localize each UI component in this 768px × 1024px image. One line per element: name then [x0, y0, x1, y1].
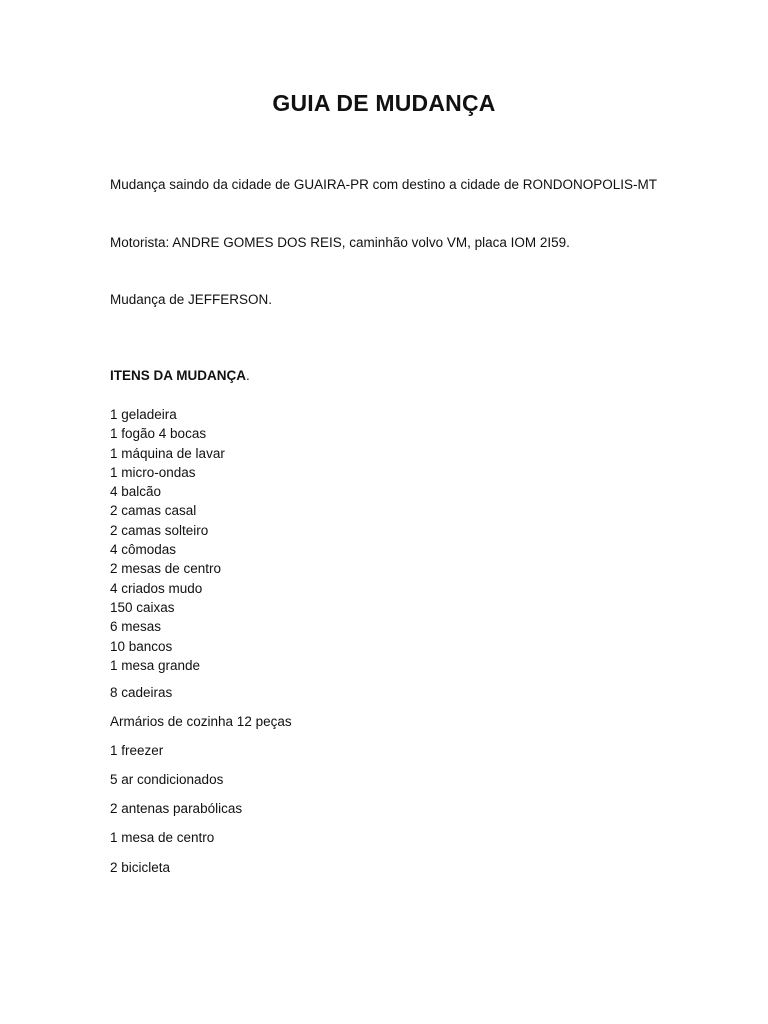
list-item: 1 mesa grande: [110, 657, 201, 673]
owner-paragraph: Mudança de JEFFERSON.: [110, 292, 273, 307]
list-item: 10 bancos: [110, 638, 173, 654]
list-item: 1 micro-ondas: [110, 464, 196, 480]
intro-paragraph: Mudança saindo da cidade de GUAIRA-PR com destino a cidade de RONDONOPOLIS-MT: [110, 177, 657, 192]
driver-paragraph: Motorista: ANDRE GOMES DOS REIS, caminhão volvo VM, placa IOM 2I59.: [110, 235, 570, 250]
list-item: Armários de cozinha 12 peças: [110, 714, 292, 730]
items-heading: [110, 366, 250, 386]
list-item: 6 mesas: [110, 619, 162, 635]
list-item: 8 cadeiras: [110, 685, 173, 700]
list-item: 4 cômodas: [110, 542, 177, 558]
list-item: 1 máquina de lavar: [110, 445, 225, 461]
items-heading-text: ITENS DA MUDANÇA: [110, 368, 246, 383]
items-list-spaced: [110, 683, 292, 887]
list-item: 1 mesa de centro: [110, 830, 215, 846]
list-item: 1 freezer: [110, 743, 164, 759]
list-item: 5 ar condicionados: [110, 772, 224, 788]
list-item: 2 mesas de centro: [110, 561, 222, 577]
list-item: 1 geladeira: [110, 407, 177, 422]
list-item: 2 camas solteiro: [110, 522, 209, 538]
list-item: 1 fogão 4 bocas: [110, 426, 207, 442]
items-heading-period: .: [246, 368, 250, 383]
list-item: 4 balcão: [110, 484, 162, 500]
list-item: 150 caixas: [110, 599, 175, 615]
document-title: GUIA DE MUDANÇA: [272, 90, 496, 116]
items-list: [110, 405, 225, 675]
list-item: 2 bicicleta: [110, 859, 171, 875]
list-item: 2 antenas parabólicas: [110, 801, 243, 817]
list-item: 4 criados mudo: [110, 580, 203, 596]
list-item: 2 camas casal: [110, 503, 197, 519]
